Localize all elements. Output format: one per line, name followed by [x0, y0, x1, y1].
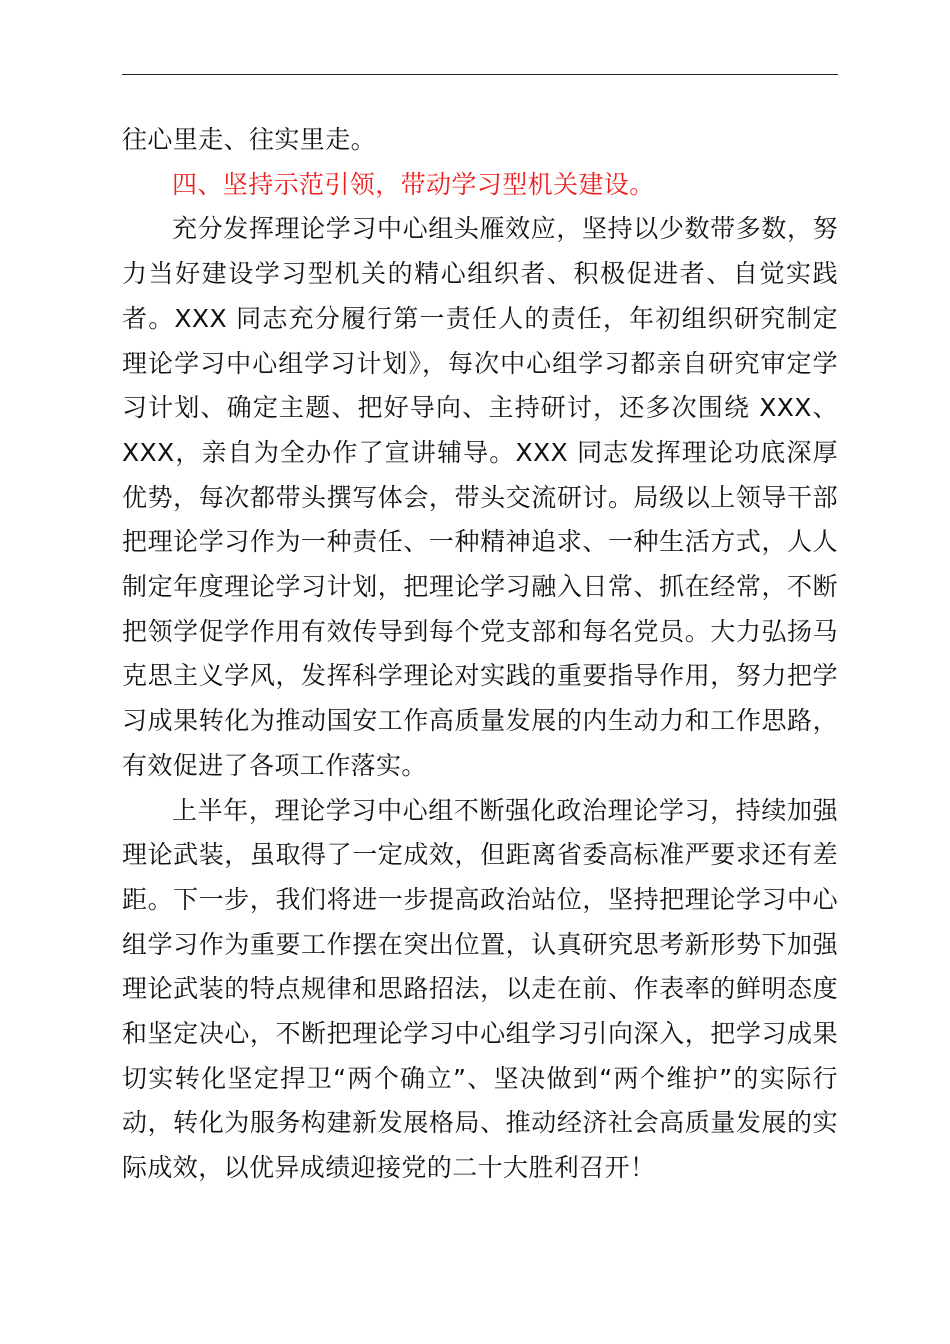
paragraph-body-2: 上半年，理论学习中心组不断强化政治理论学习，持续加强理论武装，虽取得了一定成效，但距离省委高标准严要求还有差距。下一步，我们将进一步提高政治站位，坚持把理论学习中心组学习作为重要工作摆在突出位置，认真研究思考新形势下加强理论武装的特点规律和思路招法，以走在前、作表率的鲜明态度和坚定决心，不断把理论学习中心组学习引向深入，把学习成果切实转化坚定捍卫“两个确立”、坚决做到“两个维护”的实际行动，转化为服务构建新发展格局、推动经济社会高质量发展的实际成效，以优异成绩迎接党的二十大胜利召开！	[122, 795, 838, 1183]
header-rule	[122, 74, 838, 75]
paragraph-continuation: 往心里走、往实里走。	[122, 125, 377, 154]
document-body	[122, 118, 838, 1191]
paragraph-body-1: 充分发挥理论学习中心组头雁效应，坚持以少数带多数，努力当好建设学习型机关的精心组织者、积极促进者、自觉实践者。XXX 同志充分履行第一责任人的责任，年初组织研究制定理论学习中心组学习计划》，每次中心组学习都亲自研究审定学习计划、确定主题、把好导向、主持研讨，还多次围绕 XXX、XXX，亲自为全办作了宣讲辅导。XXX 同志发挥理论功底深厚优势，每次都带头撰写体会，带头交流研讨。局级以上领导干部把理论学习作为一种责任、一种精神追求、一种生活方式，人人制定年度理论学习计划，把理论学习融入日常、抓在经常，不断把领学促学作用有效传导到每个党支部和每名党员。大力弘扬马克思主义学风，发挥科学理论对实践的重要指导作用，努力把学习成果转化为推动国安工作高质量发展的内生动力和工作思路，有效促进了各项工作落实。	[122, 214, 838, 780]
section-heading: 四、坚持示范引领，带动学习型机关建设。	[172, 169, 655, 199]
